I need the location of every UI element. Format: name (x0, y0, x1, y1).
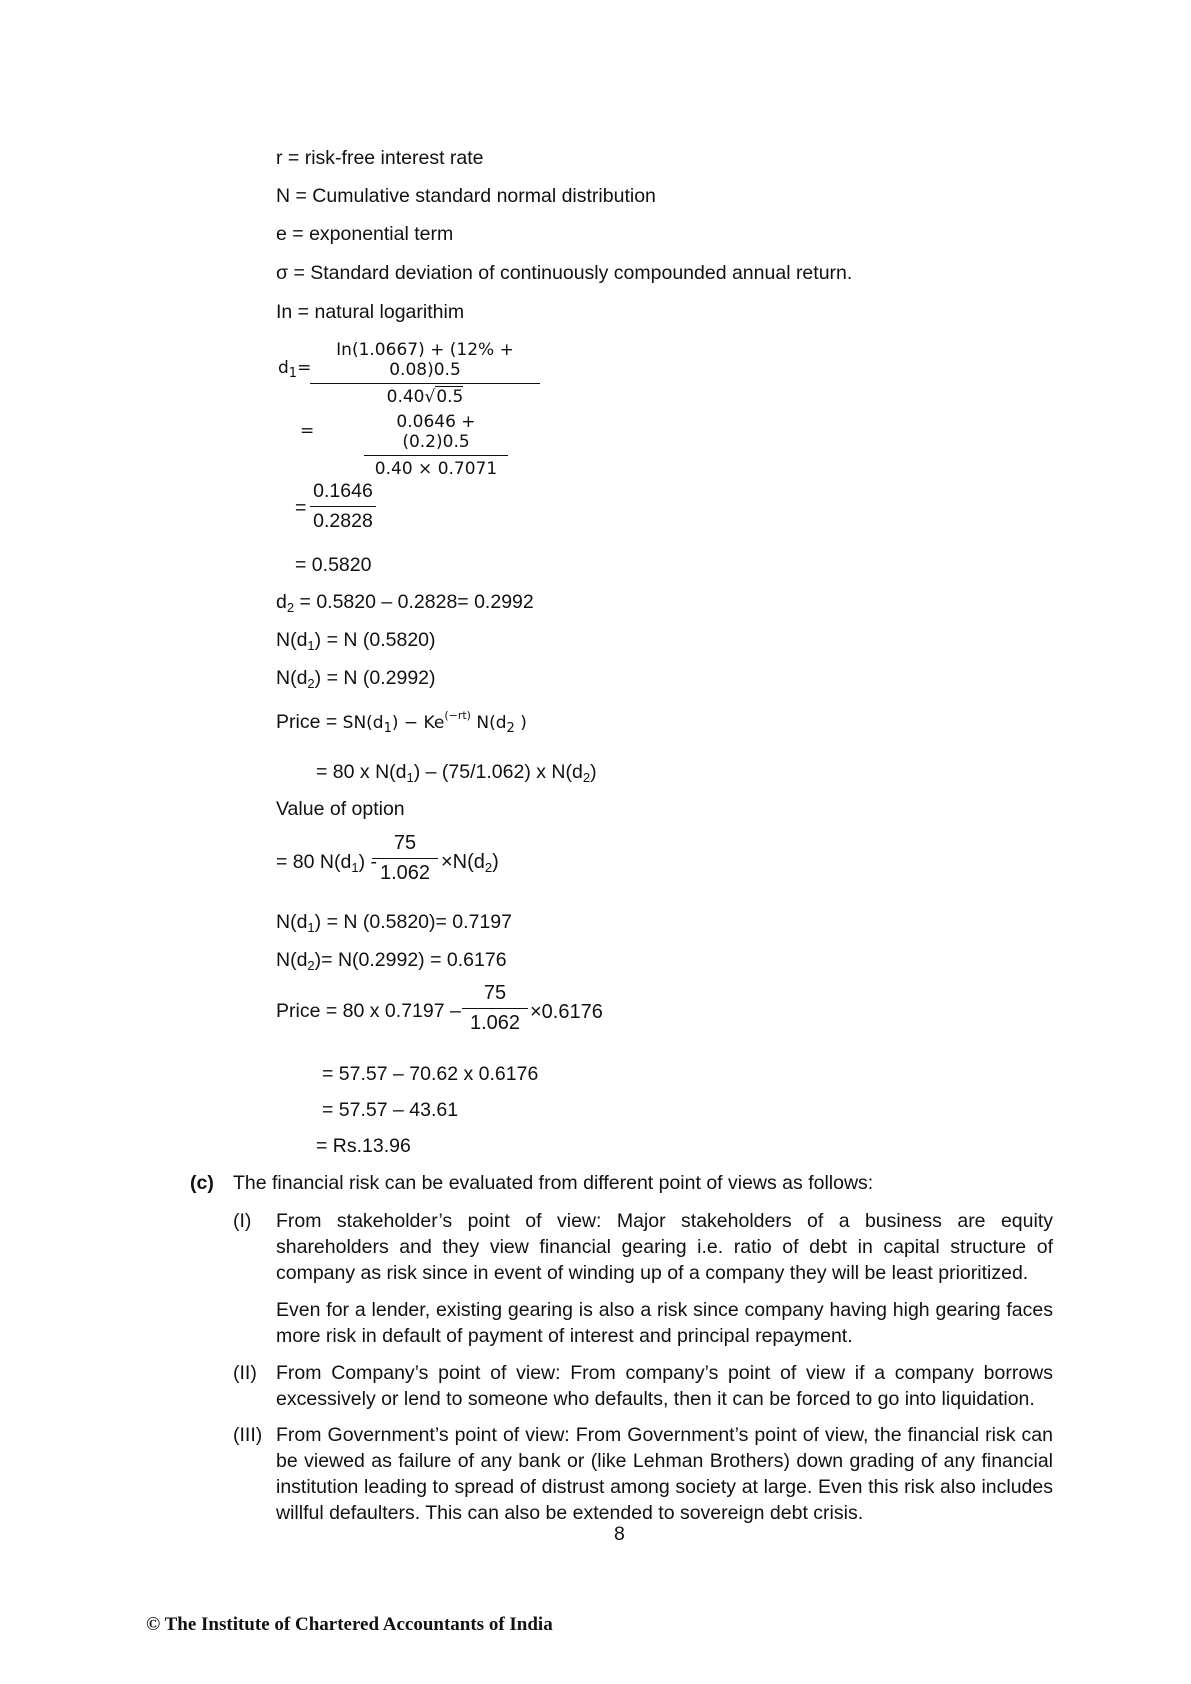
definition-n: N = Cumulative standard normal distribution (276, 185, 656, 207)
nd1-value: $N(d_1) = N$ (0.5820)= 0.7197 (276, 911, 512, 935)
d1-label: $d_1=$ (278, 358, 312, 381)
item-iii-label: (III) (233, 1424, 263, 1446)
item-lender-text: Even for a lender, existing gearing is also a risk since company having high gearing faces more risk in default of payment of interest and principal repayment. (276, 1299, 1053, 1347)
section-c-label: (c) (190, 1172, 214, 1194)
value-expression-rhs: $\times N(d_2)$ (441, 851, 499, 875)
d1-step1-numerator: In(1.0667) + (12% + 0.08)0.5 (310, 340, 540, 384)
d1-step3-denominator: 0.2828 (313, 510, 373, 532)
footer-copyright: © The Institute of Chartered Accountants of India (146, 1614, 553, 1635)
price-step-3: = Rs.13.96 (316, 1135, 411, 1157)
price-calc-rhs: ×0.6176 (530, 1001, 603, 1023)
definition-ln: In = natural logarithim (276, 301, 465, 323)
value-of-option-label: Value of option (276, 798, 405, 820)
definition-e: e = exponential term (276, 223, 454, 245)
d1-result: = 0.5820 (295, 554, 372, 576)
price-calc-fraction (462, 982, 528, 1035)
price-calc-lhs: Price = 80 x 0.7197 – (276, 1000, 461, 1022)
section-c-intro: The financial risk can be evaluated from different point of views as follows: (233, 1172, 874, 1194)
price-step-1: = 57.57 – 70.62 x 0.6176 (322, 1063, 539, 1085)
value-expression-fraction (372, 832, 438, 885)
d1-step3-fraction (310, 480, 376, 533)
d1-step3-numerator: 0.1646 (310, 480, 376, 507)
nd1-line: $N(d_1) = N$ (0.5820) (276, 629, 436, 653)
d1-step3-eq: = (295, 497, 307, 519)
value-fraction-numerator: 75 (372, 832, 438, 859)
price-formula: Price = $SN(d_1) - Ke^{(-rt)}$ $N(d_2$ ) (276, 709, 527, 736)
nd2-value: $N(d_2)= N(0.2992) = 0.6176$ (276, 949, 507, 973)
value-fraction-denominator: 1.062 (379, 862, 431, 884)
item-ii-label: (II) (233, 1362, 257, 1384)
d1-step2-numerator: 0.0646 + (0.2)0.5 (364, 412, 508, 456)
nd2-line: $N(d_2) = N$ (0.2992) (276, 667, 436, 691)
price-substitution: = 80 x $N(d_1) - (75/1.062)$ x $N(d_2)$ (316, 761, 597, 785)
definition-r: r = risk-free interest rate (276, 147, 484, 169)
item-i-label: (I) (233, 1210, 252, 1232)
d1-step1-denominator: 0.40√0.5 (386, 387, 464, 407)
value-expression-lhs: = 80 $N(d_1)$ - (276, 851, 377, 875)
item-iii-text: From Government’s point of view: From Government’s point of view, the financial risk can be viewed as failure of any bank or (like Lehman Brothers) down grading of any financial institution leading to spread of distrust among society at large. Even this risk also includes willful defaulters. This can also be extended to sovereign debt crisis. (276, 1424, 1053, 1524)
definition-sigma: σ = Standard deviation of continuously compounded annual return. (276, 262, 853, 284)
d1-step2-eq: = (300, 421, 315, 441)
price-fraction-denominator: 1.062 (469, 1012, 521, 1034)
d1-step2-denominator: 0.40 × 0.7071 (374, 459, 498, 479)
d1-step1-fraction (310, 340, 540, 407)
item-i-text: From stakeholder’s point of view: Major stakeholders of a business are equity shareholders and they view financial gearing i.e. ratio of debt in capital structure of company as risk since in event of winding up of a company they will be least prioritized. (276, 1210, 1053, 1284)
page-number: 8 (614, 1523, 625, 1545)
d2-line: $d_2 = 0.5820 - 0.2828= 0.2992$ (276, 591, 534, 615)
price-step-2: = 57.57 – 43.61 (322, 1099, 459, 1121)
item-ii-text: From Company’s point of view: From company’s point of view if a company borrows excessively or lend to someone who defaults, then it can be forced to go into liquidation. (276, 1362, 1053, 1410)
price-fraction-numerator: 75 (462, 982, 528, 1009)
d1-step2-fraction (364, 412, 508, 479)
